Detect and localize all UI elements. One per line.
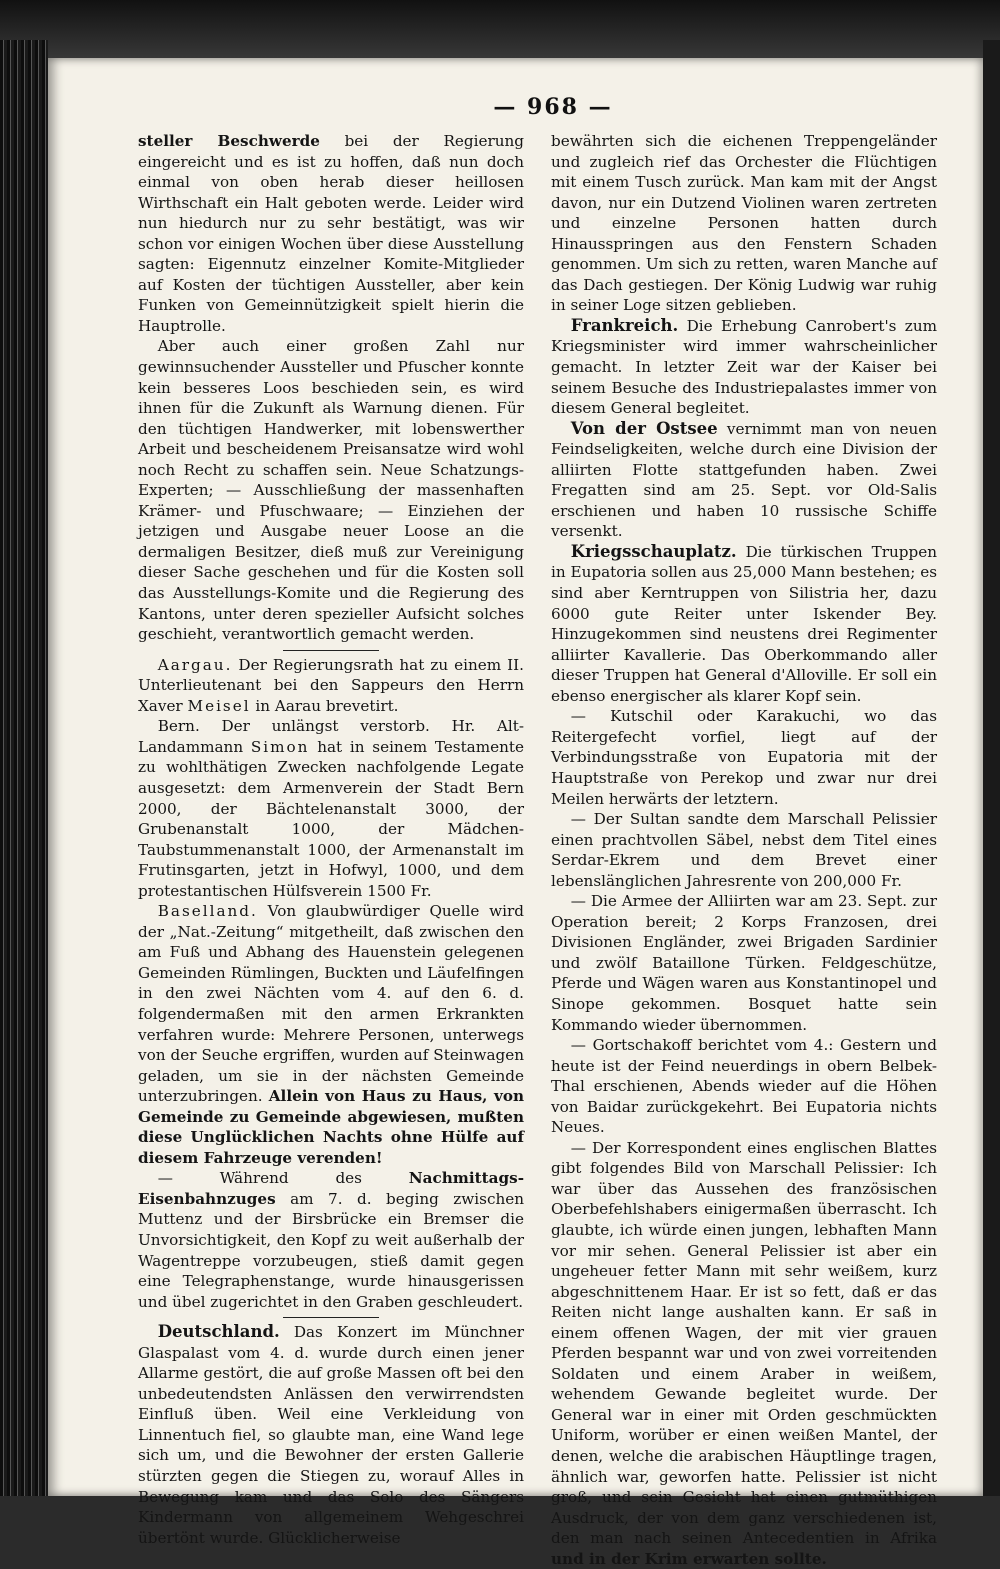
news-item-kriegsschauplatz: Kriegsschauplatz. Die türkischen Truppen in Eupatoria sollen aus 25,000 Mann bestehen; es sind aber Kerntruppen von Silistria her, dazu 6000 gute Reiter unter Iskender Bey. Hinzugekommen sind neustens drei Regimenter alliirter Kavallerie. Das Oberkommando aller dieser Truppen hat General d'Alloville. Er soll ein ebenso energischer als klarer Kopf sein. [551, 541, 937, 705]
news-paragraph: — Der Sultan sandte dem Marschall Pelissier einen prachtvollen Säbel, nebst dem Titel eines Serdar-Ekrem und dem Brevet einer lebenslänglichen Jahresrente von 200,000 Fr. [551, 810, 937, 890]
right-column [551, 131, 938, 1568]
lead-words: steller Beschwerde [138, 132, 320, 150]
news-paragraph: — Kutschil oder Karakuchi, wo das Reitergefecht vorfiel, liegt auf der Verbindungsstraße von Eupatoria mit der Hauptstraße von Perekop und zwar nur drei Meilen herwärts der letztern. [551, 707, 937, 808]
article-paragraph: bewährten sich die eichenen Treppengeländer und zugleich rief das Orchester die Flüchtigen mit einem Tusch zurück. Man kam mit der Angst davon, nur ein Dutzend Violinen waren zertreten und einzelne Personen hatten durch Hinausspringen aus den Fenstern Schaden genommen. Um sich zu retten, waren Manche auf das Dach gestiegen. Der König Ludwig war ruhig in seiner Loge sitzen geblieben. [551, 132, 938, 315]
section-divider [283, 1317, 379, 1318]
emphasis: und in der Krim erwarten sollte. [551, 1549, 827, 1568]
news-paragraph: — Gortschakoff berichtet vom 4.: Gestern und heute ist der Feind neuerdings in obern Belbek-Thal erschienen, Abends wieder auf die Höhen von Baidar zurückgekehrt. Bei Eupatoria nichts Neues. [551, 1036, 937, 1137]
news-paragraph: — Der Korrespondent eines englischen Blattes gibt folgendes Bild von Marschall Pelissier: Ich war über das Aussehen des französischen Oberbefehlshabers einigermaßen überrascht. Ich glaubte, ich würde einen jungen, lebhaften Mann vor mir sehen. General Pelissier ist aber ein ungeheuer fetter Mann mit sehr weißem, kurz abgeschnittenem Haar. Er ist so fett, daß er das Reiten nicht lange aushalten kann. Er saß in einem offenen Wagen, der mit vier grauen Pferden bespannt war und von zwei vorreitenden Soldaten und einem Araber in weißem, wehendem Gewande begleitet wurde. Der General war in einer mit Orden geschmückten Uniform, worüber er einen weißen Mantel, der denen, welche die arabischen Häuptlinge tragen, ähnlich war, geworfen hatte. Pelissier ist nicht groß, und sein Gesicht hat einen gutmüthigen Ausdruck, der von dem ganz verschiedenen ist, den man nach seinen Antecedentien in Afrika und in der Krim erwarten sollte. [551, 1138, 937, 1568]
news-item-deutschland: Deutschland. Das Konzert im Münchner Glaspalast vom 4. d. wurde durch einen jener Allarme gestört, die auf große Massen oft bei den unbedeutendsten Anlässen den verwirrendsten Einfluß üben. Weil eine Verkleidung von Linnentuch fiel, so glaubte man, eine Wand lege sich um, und die Bewohner der ersten Gallerie stürzten gegen die Stiegen zu, worauf Alles in Bewegung kam und das Solo des Sängers Kindermann von allgemeinem Wehgeschrei übertönt wurde. Glücklicherweise [138, 1322, 524, 1547]
page-number: — 968 — [493, 94, 613, 120]
newspaper-page [48, 58, 983, 1568]
news-paragraph: — Die Armee der Alliirten war am 23. Sept. zur Operation bereit; 2 Korps Franzosen, drei Divisionen Engländer, zwei Brigaden Sardinier und zwölf Bataillone Türken. Feldgeschütze, Pferde und Wägen waren aus Konstantinopel und Sinope gekommen. Bosquet hatte sein Kommando wieder übernommen. [551, 892, 937, 1034]
scan-background-top [0, 0, 1000, 62]
country-heading: Deutschland. [157, 1322, 280, 1342]
news-item-baselland: Baselland. Von glaubwürdiger Quelle wird der „Nat.-Zeitung“ mitgetheilt, daß zwischen den am Fuß und Abhang des Hauenstein gelegenen Gemeinden Rümlingen, Buckten und Läufelfingen in den zwei Nächten vom 4. auf den 6. d. folgendermaßen mit den armen Erkrankten verfahren wurde: Mehrere Personen, unterwegs von der Seuche ergriffen, wurden auf Steinwagen geladen, um sie in der nächsten Gemeinde unterzubringen. Allein von Haus zu Haus, von Gemeinde zu Gemeinde abgewiesen, mußten diese Unglücklichen Nachts ohne Hülfe auf diesem Fahrzeuge verenden! [138, 902, 524, 1167]
emphasis: Allein von Haus zu Haus, von Gemeinde zu Gemeinde abgewiesen, mußten diese Unglücklichen Nachts ohne Hülfe auf diesem Fahrzeuge verenden! [138, 1087, 524, 1167]
person-name: Meisel [187, 696, 251, 715]
news-item-aargau: Aargau. Der Regierungsrath hat zu einem II. Unterlieutenant bei den Sappeurs den Herrn Xaver Meisel in Aarau brevetirt. [138, 655, 524, 715]
place-heading: Bern. [157, 717, 200, 736]
place-heading: Baselland. [157, 902, 258, 921]
scan-background-right [983, 40, 1000, 1496]
country-heading: Von der Ostsee [570, 418, 718, 438]
place-heading: Aargau. [157, 655, 233, 674]
left-column [138, 131, 524, 1547]
news-item-bern: Bern. Der unlängst verstorb. Hr. Alt-Landammann Simon hat in seinem Testamente zu wohlthätigen Zwecken nachfolgende Legate ausgesetzt: dem Armenverein der Stadt Bern 2000, der Bächtelenanstalt 3000, der Grubenanstalt 1000, der Mädchen-Taubstummenanstalt 1000, der Armenanstalt im Frutinsgarten, jetzt in Hofwyl, 1000, und dem protestantischen Hülfsverein 1500 Fr. [138, 717, 524, 900]
news-item-unfall: — Während des Nachmittags-Eisenbahnzuges am 7. d. beging zwischen Muttenz und der Birsbrücke ein Bremser die Unvorsichtigkeit, den Kopf zu weit außerhalb der Wagentreppe vorzubeugen, stieß damit gegen eine Telegraphenstange, wurde hinausgerissen und übel zugerichtet in den Graben geschleudert. [138, 1169, 524, 1311]
person-name: Simon [250, 737, 310, 756]
news-item-frankreich: Frankreich. Die Erhebung Canrobert's zum Kriegsminister wird immer wahrscheinlicher gemacht. In letzter Zeit war der Kaiser bei seinem Besuche des Industriepalastes immer von diesem General begleitet. [551, 315, 937, 418]
news-item-ostsee: Von der Ostsee vernimmt man von neuen Feindseligkeiten, welche durch eine Division der alliirten Flotte stattgefunden haben. Zwei Fregatten sind am 25. Sept. vor Old-Salis erschienen und haben 10 russische Schiffe versenkt. [551, 418, 938, 541]
article-paragraph: steller Beschwerde bei der Regierung eingereicht und es ist zu hoffen, daß nun doch einmal von oben herab dieser heillosen Wirthschaft ein Halt geboten werde. Leider wird nun hiedurch nur zu sehr bestätigt, was wir schon vor einigen Wochen über diese Ausstellung sagten: Eigennutz einzelner Komite-Mitglieder auf Kosten der tüchtigen Aussteller, aber kein Funken von Gemeinnützigkeit spielt hierin die Hauptrolle. [138, 132, 524, 335]
country-heading: Kriegsschauplatz. [570, 541, 737, 561]
emphasis: Nachmittags-Eisenbahnzuges [138, 1169, 524, 1208]
section-divider [283, 650, 379, 651]
country-heading: Frankreich. [570, 315, 679, 335]
article-paragraph: Aber auch einer großen Zahl nur gewinnsuchender Aussteller und Pfuscher konnte kein besseres Loos beschieden sein, es wird ihnen für die Zukunft als Warnung dienen. Für den tüchtigen Handwerker, mit lobenswerther Arbeit und bescheidenem Preisansatze wird wohl noch Recht zu schaffen sein. Neue Schatzungs-Experten; — Ausschließung der massenhaften Krämer- und Pfuschwaare; — Einziehen der jetzigen und Ausgabe neuer Loose an die dermaligen Besitzer, dieß muß zur Vereinigung dieser Sache geschehen und für die Kosten soll das Ausstellungs-Komite und die Regierung des Kantons, unter deren spezieller Aufsicht solches geschieht, verantwortlich gemacht werden. [138, 337, 524, 644]
book-page-edges [0, 40, 48, 1496]
